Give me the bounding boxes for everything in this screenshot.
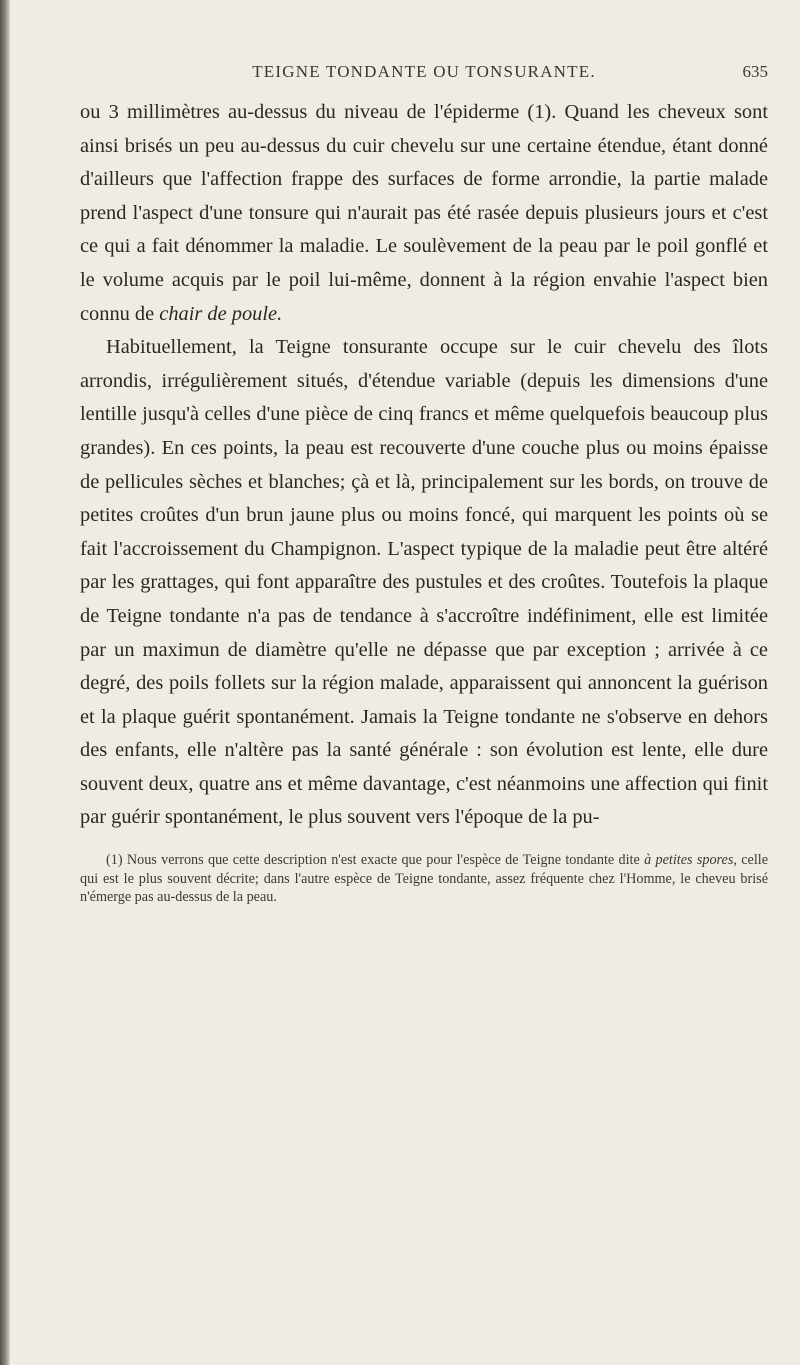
footnote-italic: à petites spores [644,852,734,869]
footnote [80,851,768,907]
book-page [80,62,768,907]
running-header [80,62,768,96]
body-text [80,96,768,835]
page-number: 635 [742,62,768,81]
footnote-text-b: , celle qui est le plus souvent décrite; dans l'autre espèce de Teigne tondante, assez fréquente chez l'Homme, le cheveu brisé n'émerge pas au-dessus de la peau. [80,852,769,906]
footnote-text-a: (1) Nous verrons que cette description n'est exacte que pour l'espèce de Teigne tondante dite [106,852,645,869]
page-binding-edge [0,0,10,1365]
footnote-text [80,851,768,907]
paragraph-1 [80,96,768,331]
paragraph-1-text: ou 3 millimètres au-dessus du niveau de l'épiderme (1). Quand les cheveux sont ainsi brisés un peu au-dessus du cuir chevelu sur une certaine étendue, étant donné d'ailleurs que l'affection frappe des surfaces de forme arrondie, la partie malade prend l'aspect d'une tonsure qui n'aurait pas été rasée depuis plusieurs jours et c'est ce qui a fait dénommer la maladie. Le soulèvement de la peau par le poil gonflé et le volume acquis par le poil lui-même, donnent à la région envahie l'aspect bien connu de [80,101,768,325]
paragraph-1-italic: chair de poule. [159,302,283,325]
running-title: TEIGNE TONDANTE OU TONSURANTE. [252,62,596,81]
paragraph-2: Habituellement, la Teigne tonsurante occupe sur le cuir chevelu des îlots arrondis, irrégulièrement situés, d'étendue variable (depuis les dimensions d'une lentille jusqu'à celles d'une pièce de cinq francs et même quelquefois beaucoup plus grandes). En ces points, la peau est recouverte d'une couche plus ou moins épaisse de pellicules sèches et blanches; çà et là, principalement sur les bords, on trouve de petites croûtes d'un brun jaune plus ou moins foncé, qui marquent les points où se fait l'accroissement du Champignon. L'aspect typique de la maladie peut être altéré par les grattages, qui font apparaître des pustules et des croûtes. Toutefois la plaque de Teigne tondante n'a pas de tendance à s'accroître indéfiniment, elle est limitée par un maximun de diamètre qu'elle ne dépasse que par exception ; arrivée à ce degré, des poils follets sur la région malade, apparaissent qui annoncent la guérison et la plaque guérit spontanément. Jamais la Teigne tondante ne s'observe en dehors des enfants, elle n'altère pas la santé générale : son évolution est lente, elle dure souvent deux, quatre ans et même davantage, c'est néanmoins une affection qui finit par guérir spontanément, le plus souvent vers l'époque de la pu- [80,336,768,829]
